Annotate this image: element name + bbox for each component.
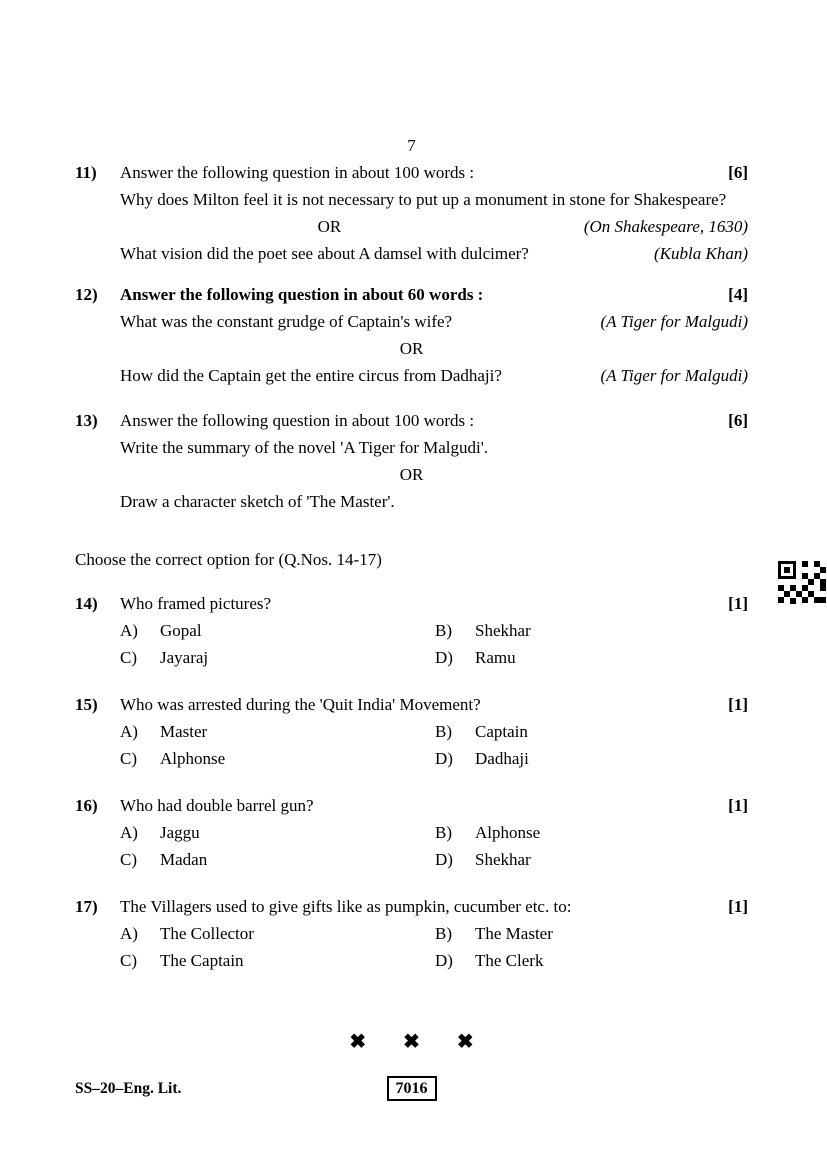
question-body [120,308,748,389]
option-label: A) [120,621,138,640]
option-text: Alphonse [160,749,226,768]
option-label: B) [435,823,452,842]
mcq-question-text: Who was arrested during the 'Quit India' Movement? [120,695,481,714]
question-body [120,186,748,267]
option-label: A) [120,924,138,943]
question-head [75,590,748,617]
answer-option-text: Draw a character sketch of 'The Master'. [120,492,395,511]
option-label: C) [120,951,137,970]
end-marks [75,1029,748,1056]
answer-option-text: Why does Milton feel it is not necessary to put up a monument in stone for Shakespeare? [120,190,727,209]
question-marks: [6] [728,163,748,182]
answer-option-row [120,308,748,335]
question-marks: [1] [728,695,748,714]
option-text: Dadhaji [475,749,529,768]
answer-option-text: What was the constant grudge of Captain's wife? [120,312,453,331]
question-14 [75,590,748,671]
mcq-question-text: Who framed pictures? [120,594,272,613]
answer-option-text: What vision did the poet see about A damsel with dulcimer? [120,244,529,263]
question-number: 12) [75,285,98,304]
answer-option-row [120,240,748,267]
question-head [75,893,748,920]
footer [75,1076,748,1102]
or-separator: OR [399,339,424,358]
option-label: D) [435,951,453,970]
option-text: Ramu [475,648,516,667]
question-head [75,159,748,186]
source-attribution: (Kubla Khan) [654,244,748,263]
option-label: C) [120,850,137,869]
question-head [75,407,748,434]
option-text: Madan [160,850,208,869]
question-number: 14) [75,594,98,613]
or-separator: OR [317,217,342,236]
mcq-instruction: Choose the correct option for (Q.Nos. 14-17) [75,550,382,569]
answer-option-row [120,362,748,389]
question-marks: [1] [728,594,748,613]
answer-option-text: Write the summary of the novel 'A Tiger for Malgudi'. [120,438,489,457]
question-number: 11) [75,163,97,182]
option-text: Master [160,722,208,741]
question-head [75,281,748,308]
option-text: Alphonse [475,823,541,842]
question-marks: [6] [728,411,748,430]
question-16 [75,792,748,873]
footer-page-code: 7016 [387,1076,437,1101]
question-prompt: Answer the following question in about 60 words : [120,285,484,304]
option-label: A) [120,722,138,741]
answer-option-row [120,186,748,236]
question-number: 17) [75,897,98,916]
question-13 [75,407,748,515]
question-prompt: Answer the following question in about 100 words : [120,163,475,182]
option-text: Jaggu [160,823,200,842]
mcq-question-text: The Villagers used to give gifts like as pumpkin, cucumber etc. to: [120,897,572,916]
page-number: 7 [407,136,416,155]
option-label: B) [435,722,452,741]
question-head [75,792,748,819]
end-mark-icon: ✖ [403,1031,420,1053]
option-text: Shekhar [475,621,531,640]
option-text: Jayaraj [160,648,209,667]
option-text: The Collector [160,924,254,943]
option-label: D) [435,749,453,768]
option-text: Shekhar [475,850,531,869]
end-mark-icon: ✖ [349,1031,367,1053]
source-attribution: (A Tiger for Malgudi) [600,366,748,385]
option-label: A) [120,823,138,842]
question-11 [75,159,748,267]
mcq-question-text: Who had double barrel gun? [120,796,314,815]
option-text: Gopal [160,621,202,640]
question-marks: [1] [728,897,748,916]
question-12 [75,281,748,389]
question-body [120,434,748,515]
answer-option-row [120,488,748,515]
option-text: The Captain [160,951,244,970]
question-17 [75,893,748,974]
option-label: D) [435,648,453,667]
option-text: Captain [475,722,528,741]
option-label: B) [435,621,452,640]
option-label: B) [435,924,452,943]
question-head [75,691,748,718]
mcq-options [120,718,748,772]
end-mark-icon: ✖ [456,1031,474,1053]
question-15 [75,691,748,772]
mcq-options [120,819,748,873]
option-text: The Clerk [475,951,544,970]
question-marks: [1] [728,796,748,815]
option-label: C) [120,648,137,667]
question-marks: [4] [728,285,748,304]
footer-paper-code: SS–20–Eng. Lit. [75,1080,182,1097]
option-text: The Master [475,924,553,943]
question-number: 15) [75,695,98,714]
mcq-options [120,920,748,974]
question-number: 13) [75,411,98,430]
qr-code [778,561,827,604]
source-attribution: (A Tiger for Malgudi) [600,312,748,331]
option-label: C) [120,749,137,768]
question-prompt: Answer the following question in about 100 words : [120,411,475,430]
answer-option-row [120,434,748,461]
mcq-options [120,617,748,671]
or-separator: OR [399,465,424,484]
question-number: 16) [75,796,98,815]
answer-option-text: How did the Captain get the entire circus from Dadhaji? [120,366,502,385]
source-attribution: (On Shakespeare, 1630) [583,217,748,236]
option-label: D) [435,850,453,869]
